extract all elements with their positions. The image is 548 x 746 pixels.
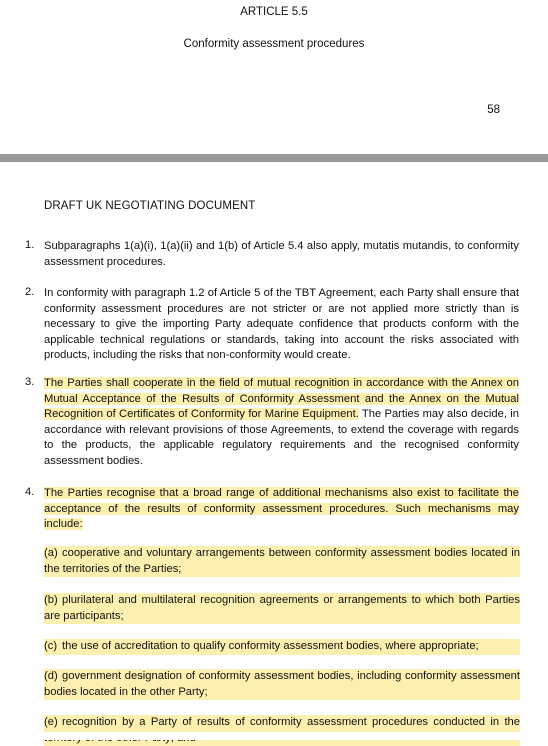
document-label: DRAFT UK NEGOTIATING DOCUMENT — [44, 200, 256, 212]
subitem-label: (d) — [44, 670, 58, 682]
subitem-text: plurilateral and multilateral recognition agreements or arrangements to which both Parties are participants; — [44, 594, 520, 622]
highlighted-text: The Parties recognise that a broad range of additional mechanisms also exist to facilitate the acceptance of the results of conformity assessment procedures. Such mechanisms may include: — [44, 487, 519, 530]
subitem-b — [44, 593, 520, 624]
paragraph-number: 1. — [25, 239, 35, 251]
page-bottom-edge — [0, 732, 548, 740]
highlighted-text: The Parties shall cooperate in the field of mutual recognition in accordance with the Annex on Mutual Acceptance of the Results of Conformity Assessment and the Annex on the Mutual Recognition of Certificates of Conformity for Marine Equipment. — [44, 377, 519, 420]
subitem-c — [44, 639, 520, 655]
page-divider — [0, 154, 548, 162]
subitem-text: recognition by a Party of results of conformity assessment procedures conducted in the — [62, 716, 520, 728]
subitem-text: the use of accreditation to qualify conformity assessment bodies, where appropriate; — [62, 640, 479, 652]
paragraph-text — [44, 376, 519, 469]
subitem-text: cooperative and voluntary arrangements between conformity assessment bodies located in the territories of the Parties; — [44, 547, 520, 575]
subitem-a — [44, 546, 520, 577]
paragraph-text: Subparagraphs 1(a)(i), 1(a)(ii) and 1(b) of Article 5.4 also apply, mutatis mutandis, to conformity assessment procedures. — [44, 240, 519, 268]
paragraph-text: In conformity with paragraph 1.2 of Article 5 of the TBT Agreement, each Party shall ensure that conformity assessment procedures are not stricter or are not applied more strictly than is necessary to give the importing Party adequate confidence that products conform with the applicable technical regulations or standards, taking into account the risks associated with products, including the risks that non-conformity would create. — [44, 287, 519, 361]
subitem-label: (c) — [44, 640, 58, 652]
article-number: ARTICLE 5.5 — [240, 6, 308, 18]
subitem-d — [44, 669, 520, 700]
article-title: Conformity assessment procedures — [183, 38, 365, 50]
subitem-text: government designation of conformity assessment bodies, including conformity assessment bodies located in the other Party; — [44, 670, 520, 698]
subitem-label: (b) — [44, 594, 58, 606]
page-number: 58 — [487, 104, 500, 116]
paragraph-number: 3. — [25, 376, 35, 388]
paragraph-number: 4. — [25, 486, 35, 498]
subitem-label: (a) — [44, 547, 58, 559]
plain-text: The Parties may also decide, in accordance with relevant provisions of those Agreements, to extend the coverage with regards to the products, the applicable regulatory requirements and the recognised conformity assessment bodies. — [44, 408, 519, 467]
paragraph-text — [44, 486, 519, 533]
subitem-e — [44, 715, 520, 746]
subitem-label: (e) — [44, 716, 58, 728]
paragraph-number: 2. — [25, 286, 35, 298]
